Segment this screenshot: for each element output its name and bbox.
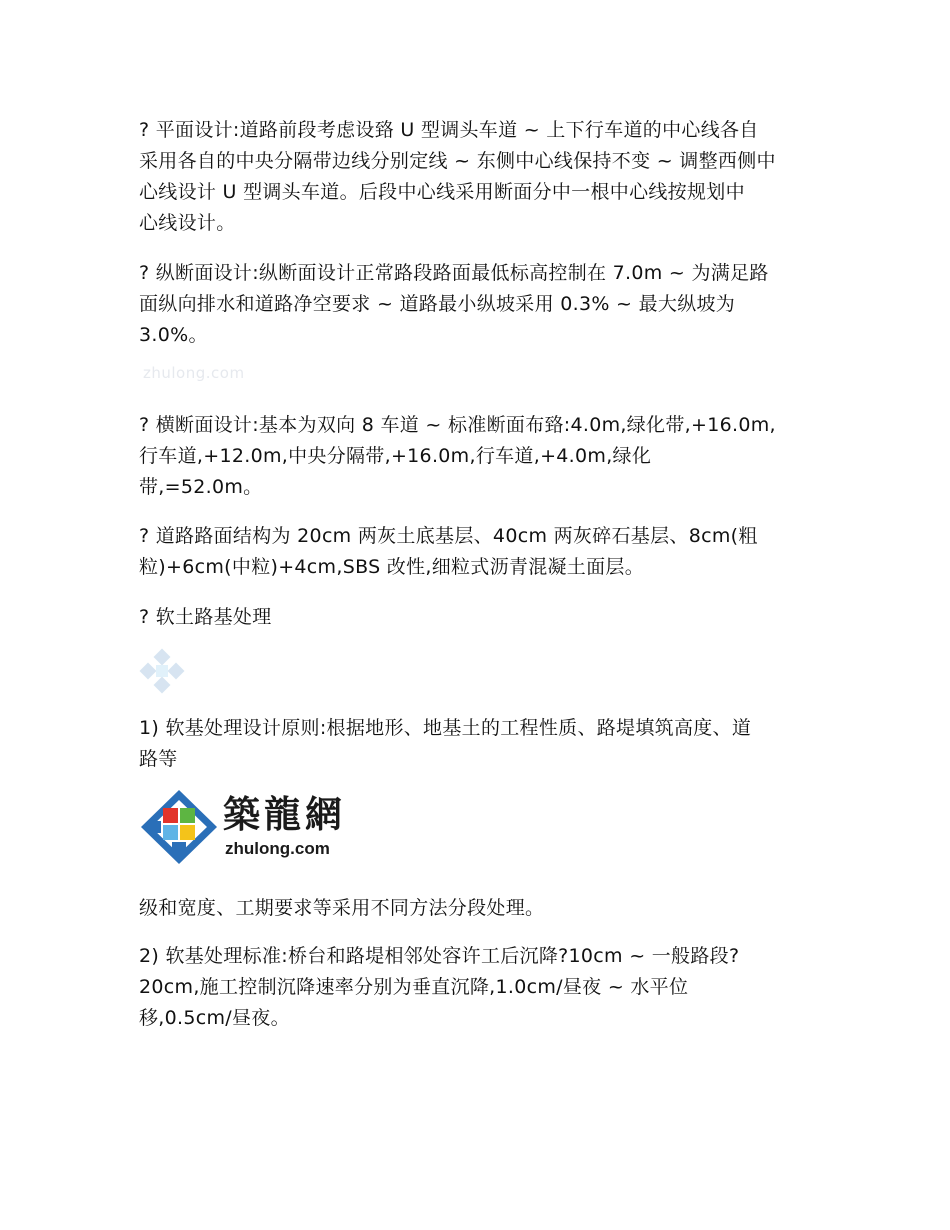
- logo-chinese-name: 築龍網: [223, 792, 346, 836]
- text-line: 心线设计。: [139, 212, 236, 234]
- text-line: 20cm,施工控制沉降速率分别为垂直沉降,1.0cm/昼夜 ~ 水平位: [139, 976, 689, 998]
- text-line: 采用各自的中央分隔带边线分别定线 ~ 东侧中心线保持不变 ~ 调整西侧中: [139, 150, 776, 172]
- text-line: 粒)+6cm(中粒)+4cm,SBS 改性,细粒式沥青混凝土面层。: [139, 556, 645, 578]
- text-line: 带,=52.0m。: [139, 476, 263, 498]
- text-line: 3.0%。: [139, 324, 208, 346]
- text-line: ? 软土路基处理: [139, 606, 272, 628]
- zhulong-logo-icon: [139, 788, 219, 866]
- paragraph-principle: [139, 713, 819, 775]
- paragraph-pavement-structure: [139, 521, 819, 583]
- text-line: 路等: [139, 748, 178, 770]
- text-line: 移,0.5cm/昼夜。: [139, 1007, 290, 1029]
- text-line: ? 平面设计:道路前段考虑设臵 U 型调头车道 ~ 上下行车道的中心线各自: [139, 119, 759, 141]
- text-line: ? 道路路面结构为 20cm 两灰土底基层、40cm 两灰碎石基层、8cm(粗: [139, 525, 758, 547]
- text-line: 心线设计 U 型调头车道。后段中心线采用断面分中一根中心线按规划中: [139, 181, 745, 203]
- text-line: ? 纵断面设计:纵断面设计正常路段路面最低标高控制在 7.0m ~ 为满足路: [139, 262, 769, 284]
- text-line: 2) 软基处理标准:桥台和路堤相邻处容许工后沉降?10cm ~ 一般路段?: [139, 945, 740, 967]
- text-line: 行车道,+12.0m,中央分隔带,+16.0m,行车道,+4.0m,绿化: [139, 445, 652, 467]
- paragraph-plan-design: [139, 115, 819, 239]
- paragraph-cross-section-design: [139, 410, 819, 503]
- logo-english-name: zhulong.com: [225, 839, 330, 858]
- paragraph-soft-soil-heading: [139, 602, 819, 633]
- paragraph-principle-continued: [139, 893, 819, 924]
- faint-logo-icon: [139, 648, 185, 694]
- zhulong-logo: [139, 788, 355, 866]
- text-line: 面纵向排水和道路净空要求 ~ 道路最小纵坡采用 0.3% ~ 最大纵坡为: [139, 293, 736, 315]
- paragraph-standard: [139, 941, 819, 1034]
- faint-watermark: zhulong.com: [143, 364, 245, 382]
- paragraph-profile-design: [139, 258, 819, 351]
- text-line: 级和宽度、工期要求等采用不同方法分段处理。: [139, 897, 545, 919]
- text-line: 1) 软基处理设计原则:根据地形、地基土的工程性质、路堤填筑高度、道: [139, 717, 752, 739]
- text-line: ? 横断面设计:基本为双向 8 车道 ~ 标准断面布臵:4.0m,绿化带,+16.0m,: [139, 414, 776, 436]
